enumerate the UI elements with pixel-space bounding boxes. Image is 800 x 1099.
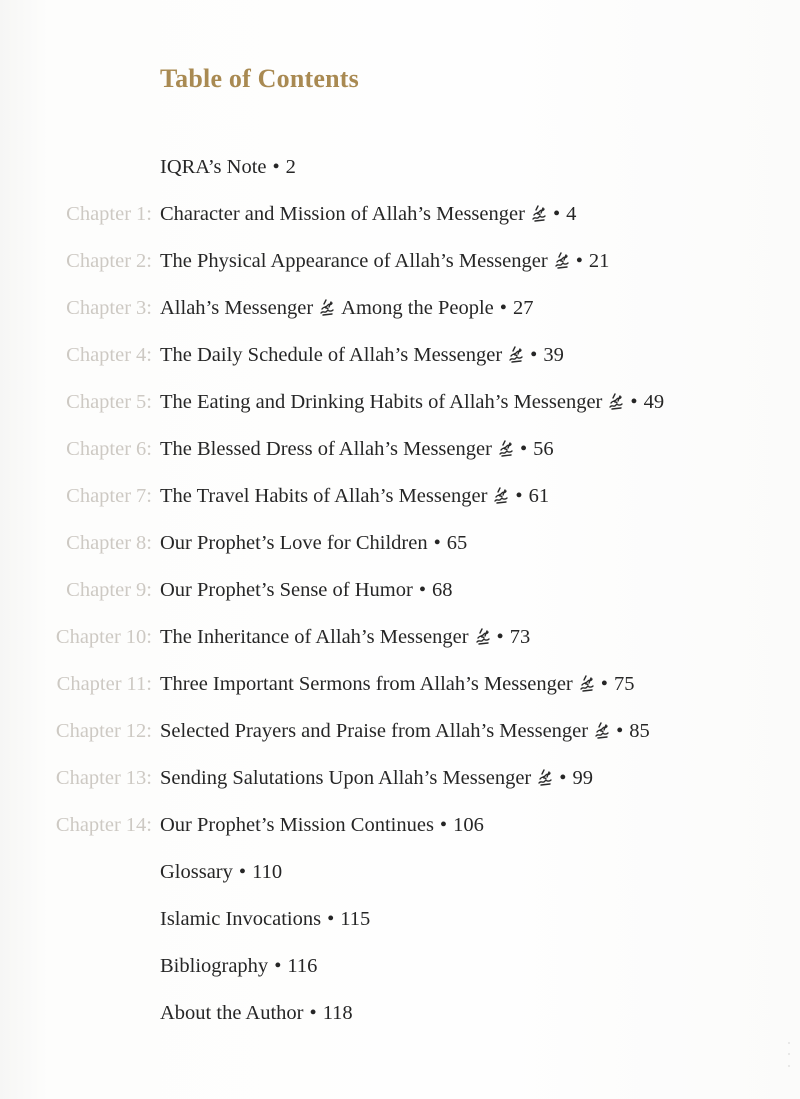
toc-entry	[0, 479, 800, 513]
chapter-word: Chapter	[66, 485, 132, 507]
entry-text	[160, 902, 370, 936]
page-number: 56	[533, 438, 554, 460]
chapter-colon: :	[146, 297, 152, 319]
chapter-number: 8	[136, 532, 147, 554]
chapter-number: 6	[136, 438, 147, 460]
entry-title: The Eating and Drinking Habits of Allah’s Messenger	[160, 391, 603, 413]
entry-title: Our Prophet’s Sense of Humor	[160, 579, 413, 601]
toc-entry	[0, 902, 800, 936]
bullet-separator: •	[309, 1002, 317, 1024]
entry-title: The Physical Appearance of Allah’s Messenger	[160, 250, 548, 272]
bullet-separator: •	[515, 485, 523, 507]
page-number: 75	[613, 673, 635, 695]
chapter-word: Chapter	[56, 673, 122, 695]
page-number: 85	[629, 720, 650, 742]
toc-entry	[0, 808, 800, 842]
page-number: 99	[572, 767, 593, 789]
salawat-calligraphy-icon	[579, 674, 595, 692]
toc-entry	[0, 385, 800, 419]
chapter-colon: :	[146, 626, 152, 648]
chapter-number: 1	[136, 203, 147, 225]
chapter-label	[56, 761, 152, 795]
entry-title: The Daily Schedule of Allah’s Messenger	[160, 344, 503, 366]
entry-text	[160, 855, 282, 889]
chapter-number: 13	[125, 767, 147, 789]
bullet-separator: •	[519, 438, 528, 460]
page-number: 106	[453, 814, 484, 836]
bullet-separator: •	[327, 908, 335, 930]
bullet-separator: •	[439, 814, 448, 836]
salawat-calligraphy-icon	[594, 721, 610, 739]
page-number: 49	[643, 391, 665, 413]
page-number: 2	[285, 156, 296, 178]
toc-entry	[0, 714, 800, 748]
chapter-colon: :	[146, 391, 152, 413]
chapter-word: Chapter	[66, 391, 132, 413]
chapter-number: 4	[136, 344, 147, 366]
chapter-colon: :	[146, 579, 152, 601]
entry-title: The Blessed Dress of Allah’s Messenger	[160, 438, 492, 460]
entry-title: Allah’s Messenger	[160, 297, 314, 319]
chapter-label	[66, 197, 152, 231]
entry-title: The Travel Habits of Allah’s Messenger	[160, 485, 488, 507]
chapter-label	[66, 244, 152, 278]
chapter-number: 14	[125, 814, 147, 836]
toc-entry	[0, 291, 800, 325]
chapter-colon: :	[146, 673, 152, 695]
entry-title: Our Prophet’s Love for Children	[160, 532, 428, 554]
chapter-word: Chapter	[55, 814, 121, 836]
page-edge-mark	[786, 1040, 792, 1070]
toc-entry	[0, 432, 800, 466]
entry-text	[160, 620, 530, 654]
chapter-label	[57, 667, 152, 701]
entry-title: The Inheritance of Allah’s Messenger	[160, 626, 469, 648]
bullet-separator: •	[238, 861, 247, 883]
entry-text	[160, 667, 634, 701]
chapter-word: Chapter	[66, 579, 132, 601]
chapter-number: 7	[136, 485, 147, 507]
chapter-number: 2	[136, 250, 147, 272]
bullet-separator: •	[559, 767, 567, 789]
chapter-label	[66, 385, 152, 419]
page-number: 4	[566, 203, 577, 225]
chapter-number: 9	[136, 579, 147, 601]
chapter-colon: :	[146, 767, 152, 789]
page-number: 110	[252, 861, 283, 883]
chapter-word: Chapter	[55, 767, 121, 789]
entry-text	[160, 949, 317, 983]
bullet-separator: •	[274, 955, 282, 977]
chapter-word: Chapter	[55, 720, 121, 742]
chapter-colon: :	[146, 438, 152, 460]
entry-text	[160, 526, 467, 560]
chapter-colon: :	[146, 250, 152, 272]
entry-text	[160, 291, 533, 325]
page-title: Table of Contents	[160, 64, 359, 93]
entry-title: Three Important Sermons from Allah’s Messenger	[160, 673, 573, 695]
toc-entry	[0, 338, 800, 372]
chapter-word: Chapter	[66, 532, 132, 554]
chapter-label	[66, 432, 152, 466]
page-number: 116	[287, 955, 318, 977]
chapter-word: Chapter	[66, 438, 132, 460]
entry-text	[160, 432, 554, 466]
chapter-label	[56, 714, 152, 748]
chapter-label	[66, 526, 152, 560]
page-number: 118	[322, 1002, 353, 1024]
page-number: 61	[528, 485, 550, 507]
entry-title: About the Author	[160, 1002, 304, 1024]
salawat-calligraphy-icon	[493, 486, 509, 504]
chapter-colon: :	[146, 344, 152, 366]
toc-entry	[0, 526, 800, 560]
salawat-calligraphy-icon	[508, 345, 524, 363]
toc-entry	[0, 855, 800, 889]
entry-title: Character and Mission of Allah’s Messenger	[160, 203, 525, 225]
salawat-calligraphy-icon	[608, 392, 624, 410]
toc-entry	[0, 996, 800, 1030]
bullet-separator: •	[418, 579, 426, 601]
chapter-number: 5	[136, 391, 147, 413]
toc-entry	[0, 949, 800, 983]
toc-entry	[0, 150, 800, 184]
chapter-word: Chapter	[66, 203, 132, 225]
salawat-calligraphy-icon	[537, 768, 553, 786]
chapter-number: 3	[136, 297, 147, 319]
page-number: 68	[432, 579, 453, 601]
bullet-separator: •	[552, 203, 561, 225]
entry-title: Sending Salutations Upon Allah’s Messenger	[160, 767, 532, 789]
chapter-colon: :	[146, 814, 152, 836]
bullet-separator: •	[530, 344, 538, 366]
chapter-colon: :	[146, 485, 152, 507]
page-number: 73	[509, 626, 531, 648]
bullet-separator: •	[600, 673, 608, 695]
page-number: 39	[543, 344, 564, 366]
page-number: 65	[446, 532, 468, 554]
chapter-word: Chapter	[66, 250, 132, 272]
chapter-word: Chapter	[66, 297, 132, 319]
chapter-number: 11	[126, 673, 147, 695]
toc-entry	[0, 620, 800, 654]
page-number: 21	[588, 250, 610, 272]
toc-entry	[0, 573, 800, 607]
entry-text	[160, 479, 549, 513]
entry-text	[160, 714, 650, 748]
entry-text	[160, 761, 593, 795]
page-number: 115	[340, 908, 371, 930]
chapter-label	[56, 808, 152, 842]
entry-text	[160, 150, 296, 184]
chapter-number: 10	[125, 626, 147, 648]
bullet-separator: •	[433, 532, 441, 554]
chapter-label	[56, 620, 152, 654]
bullet-separator: •	[496, 626, 504, 648]
toc-entry	[0, 667, 800, 701]
chapter-label	[66, 338, 152, 372]
chapter-word: Chapter	[66, 344, 132, 366]
salawat-calligraphy-icon	[498, 439, 514, 457]
entry-text	[160, 385, 664, 419]
entry-text	[160, 996, 353, 1030]
entry-text	[160, 197, 576, 231]
bullet-separator: •	[575, 250, 583, 272]
page-number: 27	[512, 297, 534, 319]
chapter-word: Chapter	[55, 626, 121, 648]
bullet-separator: •	[499, 297, 507, 319]
bullet-separator: •	[630, 391, 638, 413]
entry-title: Bibliography	[160, 955, 269, 977]
chapter-colon: :	[146, 720, 152, 742]
entry-title: Islamic Invocations	[160, 908, 322, 930]
chapter-label	[66, 573, 152, 607]
toc-entry	[0, 197, 800, 231]
entry-text	[160, 244, 609, 278]
entry-text	[160, 808, 484, 842]
toc-entry	[0, 244, 800, 278]
entry-title: Selected Prayers and Praise from Allah’s Messenger	[160, 720, 589, 742]
bullet-separator: •	[616, 720, 624, 742]
entry-title: Our Prophet’s Mission Continues	[160, 814, 434, 836]
entry-title: IQRA’s Note	[160, 156, 267, 178]
chapter-colon: :	[146, 203, 152, 225]
salawat-calligraphy-icon	[319, 298, 335, 316]
toc-entry	[0, 761, 800, 795]
entry-text	[160, 573, 453, 607]
salawat-calligraphy-icon	[531, 204, 547, 222]
chapter-label	[66, 291, 152, 325]
bullet-separator: •	[272, 156, 280, 178]
chapter-label	[66, 479, 152, 513]
entry-title: Glossary	[160, 861, 233, 883]
salawat-calligraphy-icon	[475, 627, 491, 645]
chapter-colon: :	[146, 532, 152, 554]
salawat-calligraphy-icon	[554, 251, 570, 269]
entry-title-continued: Among the People	[341, 297, 494, 319]
entry-text	[160, 338, 564, 372]
chapter-number: 12	[125, 720, 147, 742]
